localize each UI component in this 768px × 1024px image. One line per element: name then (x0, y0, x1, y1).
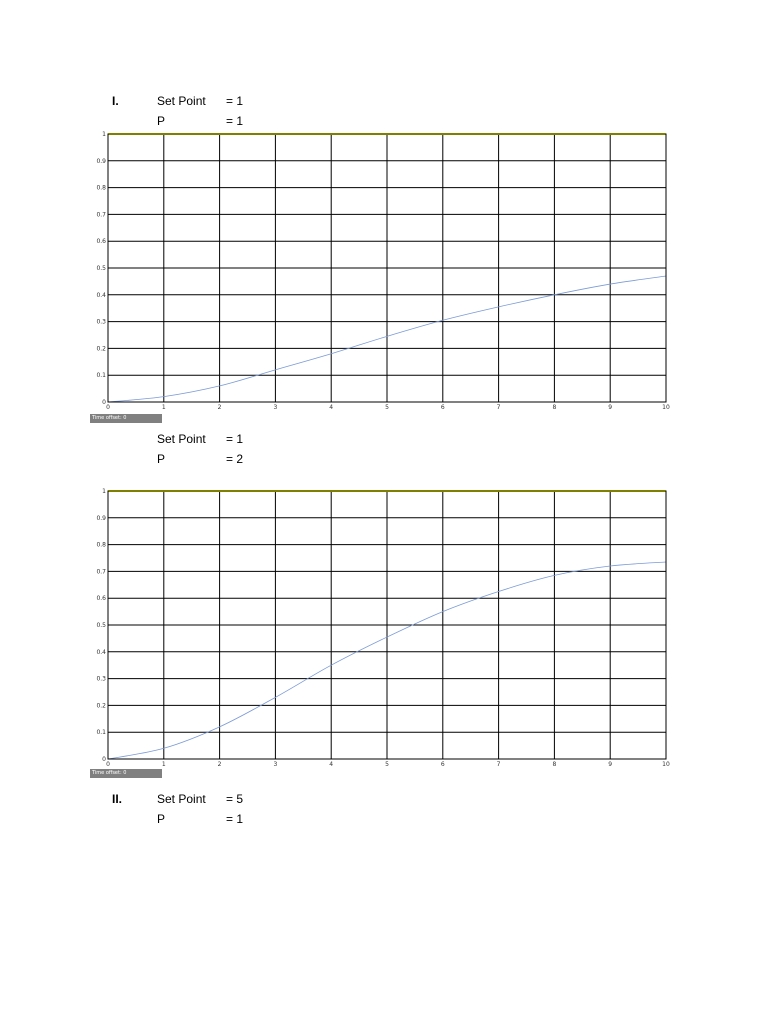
x-tick-label: 1 (161, 761, 166, 768)
section-3-params (112, 792, 312, 832)
x-tick-label: 4 (329, 761, 334, 768)
x-tick-label: 10 (662, 761, 670, 768)
x-tick-label: 3 (273, 404, 278, 411)
y-tick-label: 0.1 (96, 729, 106, 737)
param-value: = 1 (226, 812, 244, 826)
x-tick-label: 10 (662, 404, 670, 411)
response-chart-1 (88, 126, 678, 416)
y-tick-label: 0.3 (96, 318, 106, 326)
y-tick-label: 0.9 (96, 157, 106, 165)
section-2-params (112, 432, 312, 472)
x-tick-label: 1 (161, 404, 166, 411)
x-tick-label: 8 (552, 761, 557, 768)
y-tick-label: 0.5 (96, 622, 106, 629)
y-tick-label: 1 (102, 131, 106, 138)
x-tick-label: 5 (385, 761, 389, 768)
time-offset-bar: Time offset: 0 (90, 769, 162, 778)
y-tick-label: 0.1 (96, 372, 106, 380)
y-tick-label: 0 (102, 756, 106, 763)
x-tick-label: 4 (329, 404, 334, 411)
y-tick-label: 0.7 (96, 211, 106, 219)
y-tick-label: 0.6 (96, 238, 106, 246)
y-tick-label: 0.4 (96, 648, 106, 656)
y-tick-label: 0.8 (96, 541, 106, 549)
x-tick-label: 7 (496, 761, 501, 768)
param-label: Set Point (157, 432, 206, 446)
y-tick-label: 0.2 (96, 345, 106, 353)
y-tick-label: 0.4 (96, 291, 106, 299)
param-label: P (157, 452, 166, 466)
time-offset-bar: Time offset: 0 (90, 414, 162, 423)
x-tick-label: 9 (608, 404, 613, 411)
x-tick-label: 9 (608, 761, 613, 768)
x-tick-label: 6 (440, 404, 445, 411)
y-tick-label: 0.9 (96, 514, 106, 522)
param-value: = 1 (226, 432, 244, 446)
x-tick-label: 2 (217, 761, 222, 768)
x-tick-label: 2 (217, 404, 222, 411)
x-tick-label: 0 (106, 404, 110, 411)
y-tick-label: 0.2 (96, 702, 106, 710)
x-tick-label: 0 (106, 761, 110, 768)
param-label: P (157, 114, 166, 128)
x-tick-label: 3 (273, 761, 278, 768)
param-value: = 1 (226, 114, 244, 128)
param-label: Set Point (157, 792, 206, 806)
param-label: P (157, 812, 166, 826)
x-tick-label: 8 (552, 404, 557, 411)
y-tick-label: 0.5 (96, 265, 106, 272)
y-tick-label: 0.7 (96, 568, 106, 576)
param-label: Set Point (157, 94, 206, 108)
y-tick-label: 0 (102, 399, 106, 406)
section-number: I. (112, 94, 119, 108)
x-tick-label: 5 (385, 404, 389, 411)
section-number: II. (112, 792, 123, 806)
y-tick-label: 0.3 (96, 675, 106, 683)
param-value: = 2 (226, 452, 244, 466)
response-chart-2 (88, 483, 678, 773)
param-value: = 5 (226, 792, 244, 806)
y-tick-label: 0.6 (96, 595, 106, 603)
y-tick-label: 1 (102, 488, 106, 495)
y-tick-label: 0.8 (96, 184, 106, 192)
x-tick-label: 6 (440, 761, 445, 768)
x-tick-label: 7 (496, 404, 501, 411)
param-value: = 1 (226, 94, 244, 108)
